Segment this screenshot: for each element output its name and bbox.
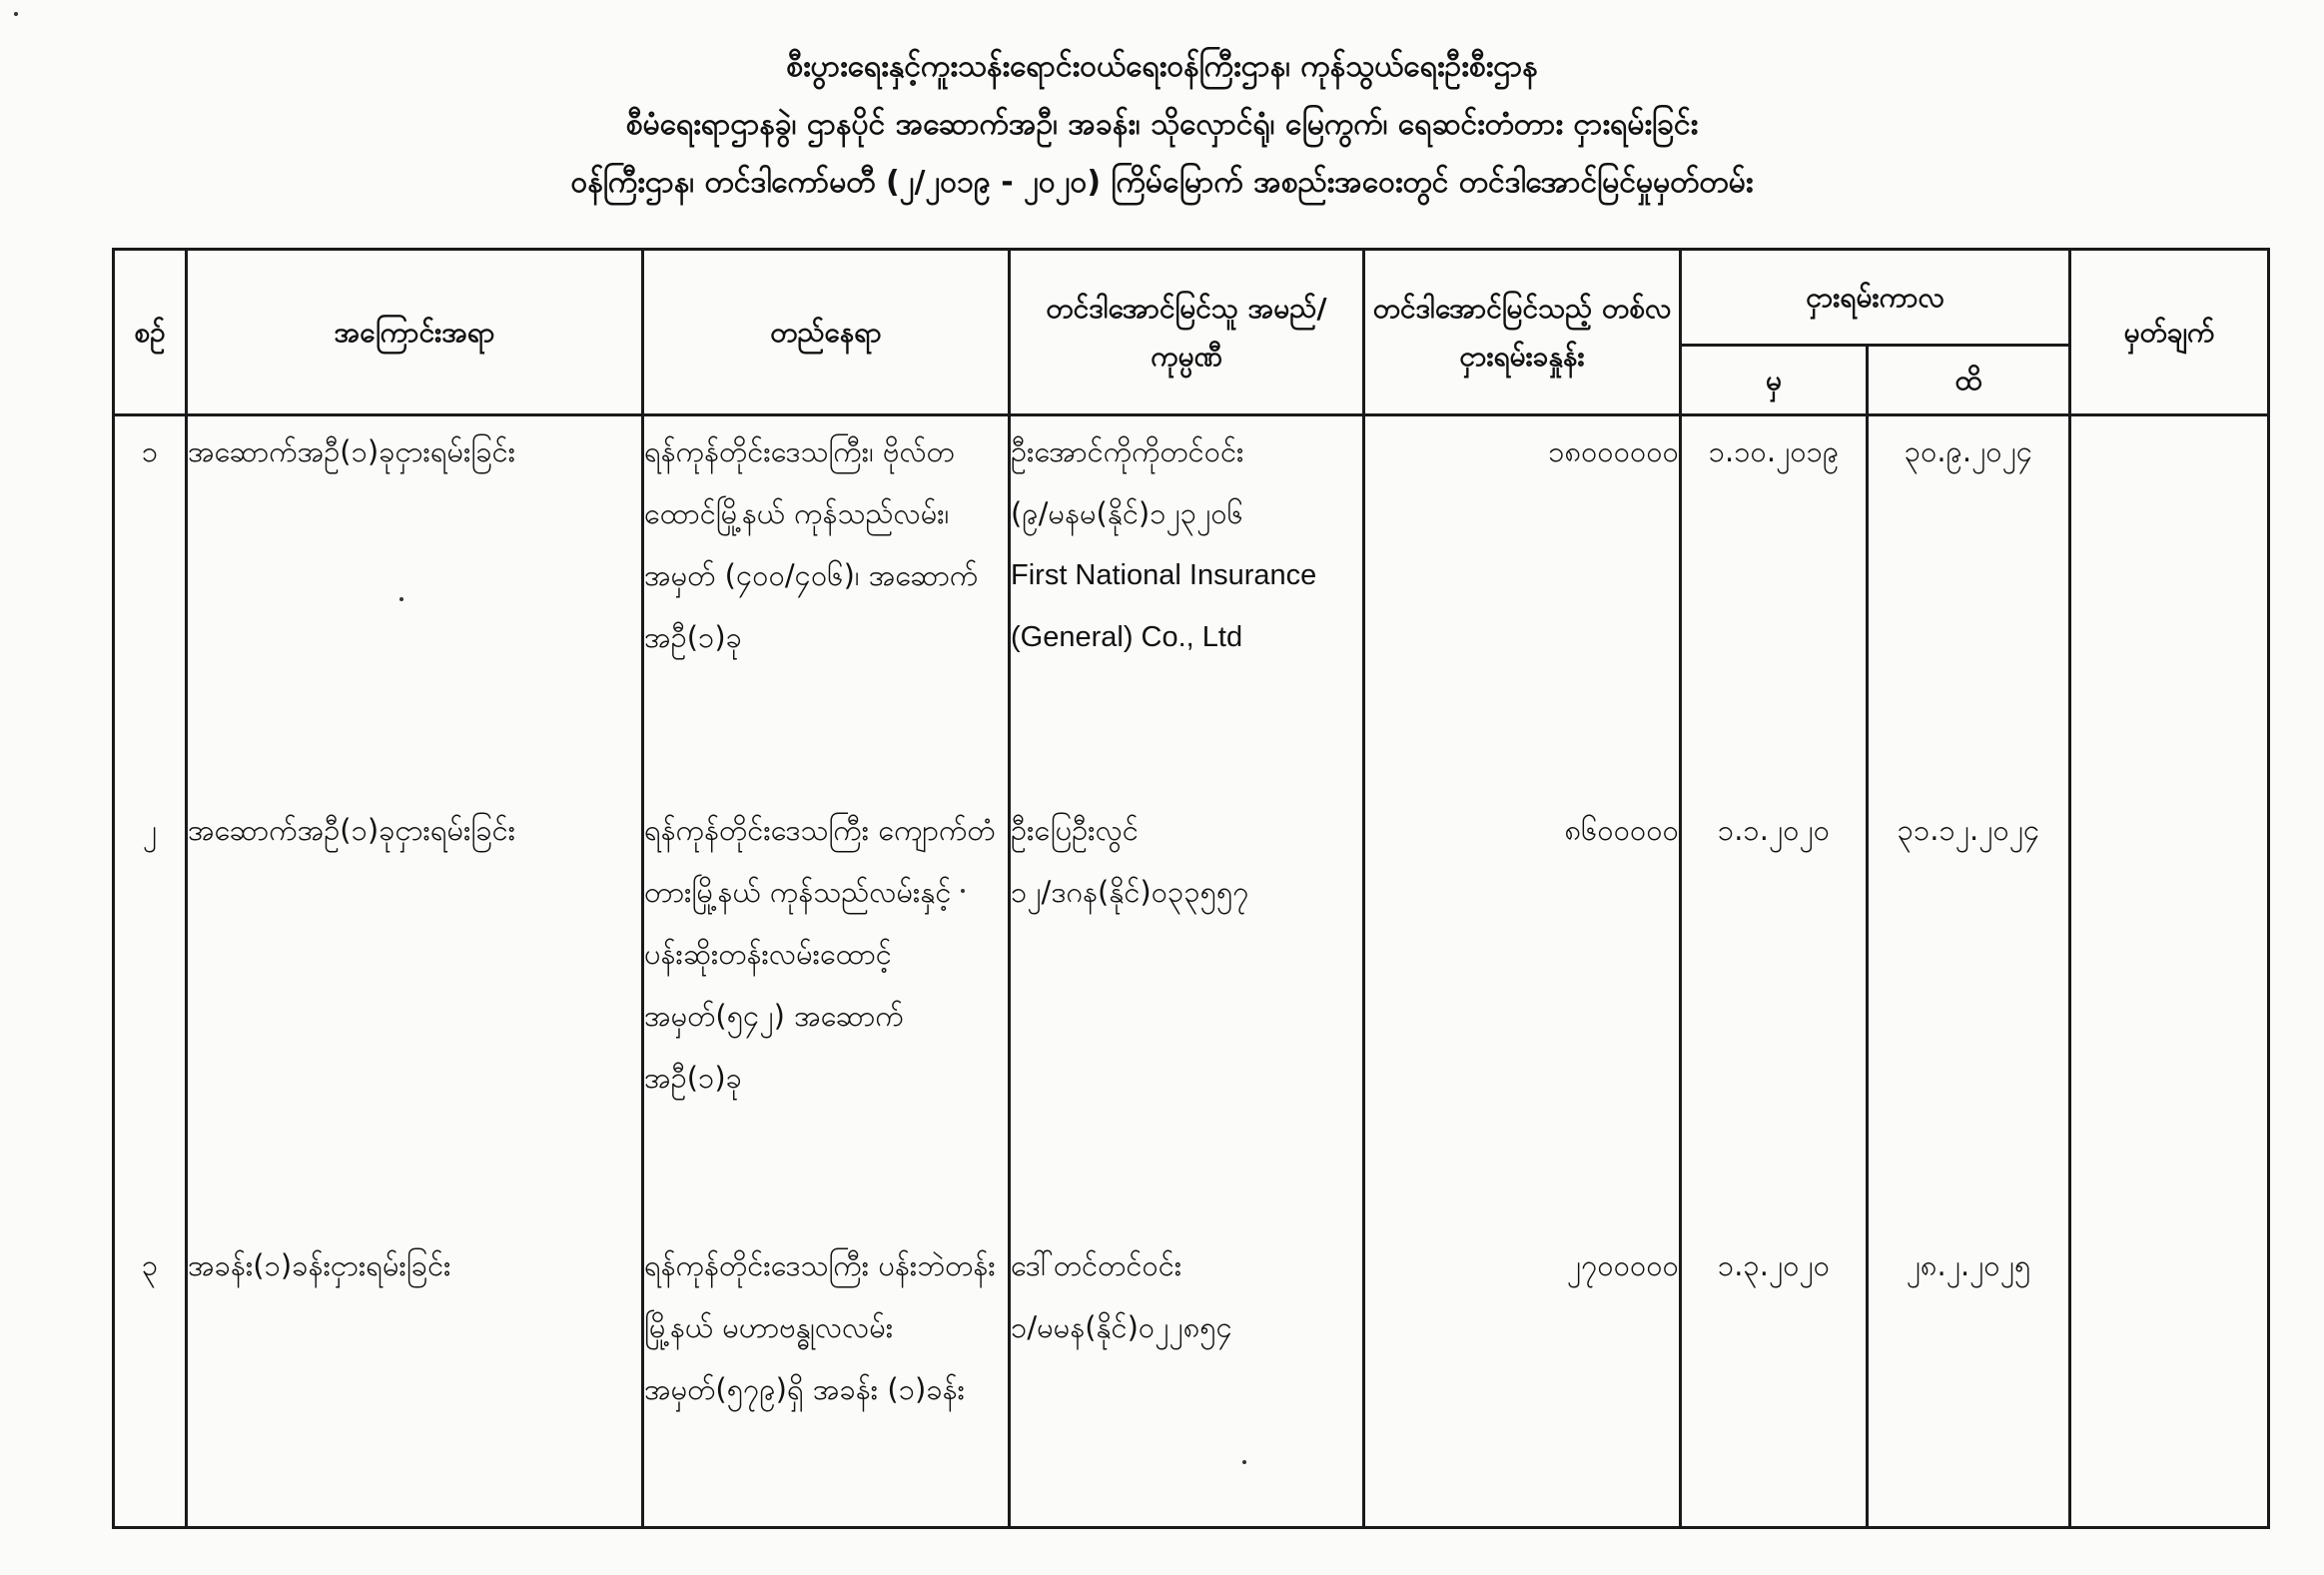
winner-company-line-1: First National Insurance: [1011, 559, 1317, 591]
cell-from-date: ၁.၁၀.၂၀၁၉: [1681, 415, 1868, 795]
cell-winner: [1010, 1230, 1364, 1528]
winner-name: ဦးပြေဦးလွင်: [1011, 812, 1139, 847]
cell-monthly-fee: ၈၆၀၀၀၀၀: [1364, 795, 1681, 1230]
cell-description: အခန်း(၁)ခန်းငှားရမ်းခြင်း: [187, 1230, 643, 1528]
heading-line-1: စီးပွားရေးနှင့်ကူးသန်းရောင်းဝယ်ရေးဝန်ကြီးဌာန၊ ကုန်သွယ်ရေးဦးစီးဌာန: [786, 49, 1538, 84]
scan-speck: [14, 12, 18, 16]
cell-to-date: ၃၀.၉.၂၀၂၄: [1868, 415, 2070, 795]
header-to: ထိ: [1868, 346, 2070, 415]
cell-location: ရန်ကုန်တိုင်းဒေသကြီး ကျောက်တံတားမြို့နယ် ကုန်သည်လမ်းနှင့် ပန်းဆိုးတန်းလမ်းထောင့် အမှတ်(၅၄၂) အဆောက် အဦ(၁)ခု: [643, 795, 1010, 1230]
cell-remarks: [2070, 1230, 2269, 1528]
winner-name: ဒေါ်တင်တင်ဝင်း: [1011, 1247, 1182, 1282]
cell-monthly-fee: ၁၈၀၀၀၀၀၀: [1364, 415, 1681, 795]
cell-location: ရန်ကုန်တိုင်းဒေသကြီး၊ ဗိုလ်တထောင်မြို့နယ် ကုန်သည်လမ်း၊ အမှတ် (၄၀၀/၄၀၆)၊ အဆောက် အဦ(၁)ခု: [643, 415, 1010, 795]
header-from: မှ: [1681, 346, 1868, 415]
document-heading: [0, 38, 2324, 212]
winner-company-line-2: (General) Co., Ltd: [1011, 621, 1243, 653]
header-no: စဉ်: [114, 250, 187, 415]
winner-nrc: ၁/မမန(နိုင်)၀၂၂၈၅၄: [1011, 1309, 1232, 1344]
cell-location: ရန်ကုန်တိုင်းဒေသကြီး ပန်းဘဲတန်းမြို့နယ် မဟာဗန္ဓုလလမ်း အမှတ်(၅၇၉)ရှိ အခန်း (၁)ခန်း: [643, 1230, 1010, 1528]
cell-remarks: [2070, 795, 2269, 1230]
cell-winner: [1010, 415, 1364, 795]
winner-nrc: (၉/မနမ(နိုင်)၁၂၃၂၀၆: [1011, 496, 1243, 530]
cell-no: ၂: [114, 795, 187, 1230]
heading-line-2: စီမံရေးရာဌာနခွဲ၊ ဌာနပိုင် အဆောက်အဦ၊ အခန်း၊ သိုလှောင်ရုံ၊ မြေကွက်၊ ရေဆင်းတံတား ငှားရမ်းခြင်း: [625, 107, 1699, 142]
heading-line-3: ဝန်ကြီးဌာန၊ တင်ဒါကော်မတီ (၂/၂၀၁၉ - ၂၀၂၀) ကြိမ်မြောက် အစည်းအဝေးတွင် တင်ဒါအောင်မြင်မှုမှတ်တမ်း: [570, 165, 1754, 200]
cell-no: ၁: [114, 415, 187, 795]
winner-nrc: ၁၂/ဒဂန(နိုင်)၀၃၃၅၅၇: [1011, 874, 1249, 909]
header-winner: တင်ဒါအောင်မြင်သူ အမည်/ကုမ္ပဏီ: [1010, 250, 1364, 415]
cell-remarks: [2070, 415, 2269, 795]
cell-to-date: ၃၁.၁၂.၂၀၂၄: [1868, 795, 2070, 1230]
table-row: [114, 1230, 2269, 1528]
header-description: အကြောင်းအရာ: [187, 250, 643, 415]
table-row: [114, 415, 2269, 795]
tender-results-table: [112, 248, 2270, 1529]
cell-description: အဆောက်အဦ(၁)ခုငှားရမ်းခြင်း: [187, 415, 643, 795]
header-monthly-fee: တင်ဒါအောင်မြင်သည့် တစ်လငှားရမ်းခနှုန်း: [1364, 250, 1681, 415]
cell-from-date: ၁.၃.၂၀၂၀: [1681, 1230, 1868, 1528]
cell-no: ၃: [114, 1230, 187, 1528]
header-rental-period: ငှားရမ်းကာလ: [1681, 250, 2070, 346]
cell-description: အဆောက်အဦ(၁)ခုငှားရမ်းခြင်း: [187, 795, 643, 1230]
cell-winner: [1010, 795, 1364, 1230]
cell-to-date: ၂၈.၂.၂၀၂၅: [1868, 1230, 2070, 1528]
cell-from-date: ၁.၁.၂၀၂၀: [1681, 795, 1868, 1230]
cell-monthly-fee: ၂၇၀၀၀၀၀: [1364, 1230, 1681, 1528]
table-row: [114, 795, 2269, 1230]
winner-name: ဦးအောင်ကိုကိုတင်ဝင်း: [1011, 434, 1244, 468]
header-location: တည်နေရာ: [643, 250, 1010, 415]
header-remarks: မှတ်ချက်: [2070, 250, 2269, 415]
